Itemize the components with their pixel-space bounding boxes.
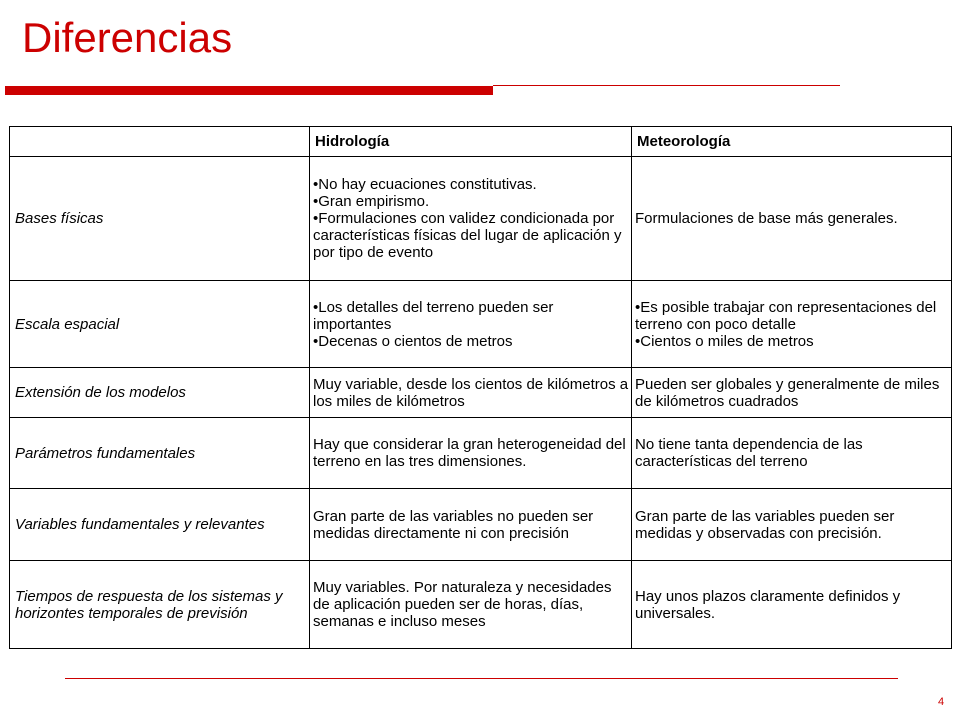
meteorologia-cell: [632, 561, 952, 649]
cell-line: •No hay ecuaciones constitutivas.: [313, 176, 537, 193]
cell-line: •Gran empirismo.: [313, 193, 430, 210]
row-label: Variables fundamentales y relevantes: [10, 489, 310, 561]
table-row: [10, 157, 952, 281]
table-row: [10, 561, 952, 649]
table-row: [10, 368, 952, 418]
row-label: Escala espacial: [10, 281, 310, 368]
row-label: Bases físicas: [10, 157, 310, 281]
row-label: Parámetros fundamentales: [10, 418, 310, 489]
hidrologia-cell: [310, 561, 632, 649]
cell-line: Formulaciones de base más generales.: [635, 210, 898, 227]
cell-line: Hay unos plazos claramente definidos y universales.: [635, 587, 901, 622]
cell-line: Muy variables. Por naturaleza y necesidades de aplicación pueden ser de horas, días, semanas e incluso meses: [313, 579, 612, 630]
cell-line: Gran parte de las variables no pueden ser medidas directamente ni con precisión: [313, 507, 594, 542]
cell-line: •Formulaciones con validez condicionada por características físicas del lugar de aplicación y por tipo de evento: [313, 210, 622, 261]
header-hidrologia: Hidrología: [310, 127, 632, 157]
title-underline-thick: [5, 86, 493, 95]
table-header-row: [10, 127, 952, 157]
hidrologia-cell: [310, 157, 632, 281]
hidrologia-cell: [310, 418, 632, 489]
footer-line: [65, 678, 898, 679]
comparison-table: [9, 126, 952, 649]
row-label: Tiempos de respuesta de los sistemas y horizontes temporales de previsión: [10, 561, 310, 649]
hidrologia-cell: [310, 489, 632, 561]
cell-line: Hay que considerar la gran heterogeneidad del terreno en las tres dimensiones.: [313, 436, 626, 470]
cell-line: No tiene tanta dependencia de las características del terreno: [635, 436, 863, 470]
meteorologia-cell: [632, 489, 952, 561]
title-underline-thin: [493, 85, 840, 86]
header-empty: [10, 127, 310, 157]
meteorologia-cell: [632, 418, 952, 489]
cell-line: •Los detalles del terreno pueden ser importantes: [313, 298, 554, 333]
row-label: Extensión de los modelos: [10, 368, 310, 418]
cell-line: •Cientos o miles de metros: [635, 332, 814, 350]
slide-title: Diferencias: [22, 14, 233, 61]
page-number: 4: [938, 696, 945, 708]
hidrologia-cell: [310, 281, 632, 368]
cell-line: Gran parte de las variables pueden ser medidas y observadas con precisión.: [635, 507, 895, 542]
meteorologia-cell: [632, 281, 952, 368]
table-row: [10, 281, 952, 368]
cell-line: Pueden ser globales y generalmente de miles de kilómetros cuadrados: [635, 375, 940, 410]
cell-line: Muy variable, desde los cientos de kilómetros a los miles de kilómetros: [313, 375, 629, 410]
cell-line: •Decenas o cientos de metros: [313, 332, 513, 350]
hidrologia-cell: [310, 368, 632, 418]
table-row: [10, 489, 952, 561]
cell-line: •Es posible trabajar con representaciones del terreno con poco detalle: [635, 298, 937, 333]
meteorologia-cell: [632, 368, 952, 418]
header-meteorologia: Meteorología: [632, 127, 952, 157]
table-row: [10, 418, 952, 489]
meteorologia-cell: [632, 157, 952, 281]
